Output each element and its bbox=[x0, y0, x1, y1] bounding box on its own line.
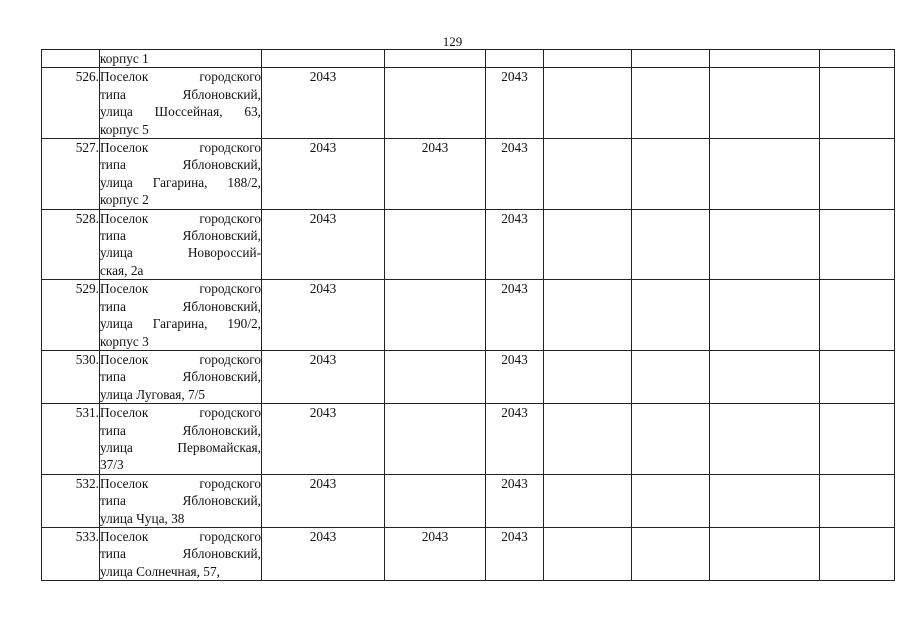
registry-table bbox=[41, 49, 895, 581]
table-row bbox=[42, 209, 895, 280]
empty-cell bbox=[544, 350, 632, 403]
year-cell-c1 bbox=[262, 68, 385, 139]
year-cell-c2 bbox=[385, 404, 486, 475]
address-line: корпус 3 bbox=[100, 333, 149, 349]
empty-cell bbox=[632, 474, 710, 527]
empty-cell bbox=[710, 209, 820, 280]
address-cell bbox=[100, 404, 262, 475]
empty-cell bbox=[820, 527, 895, 580]
table-row bbox=[42, 527, 895, 580]
year-cell-c2 bbox=[385, 209, 486, 280]
address-line: улица Солнечная, 57, bbox=[100, 563, 220, 579]
table-row bbox=[42, 280, 895, 351]
row-number: 531. bbox=[42, 404, 100, 475]
address-line: 37/3 bbox=[100, 457, 124, 473]
empty-cell bbox=[820, 139, 895, 210]
address-cell bbox=[100, 474, 262, 527]
address-line: типа Яблоновский, bbox=[100, 157, 261, 173]
year-cell-c1 bbox=[262, 50, 385, 68]
row-number bbox=[42, 50, 100, 68]
empty-cell bbox=[544, 474, 632, 527]
year-cell-c2 bbox=[385, 139, 486, 210]
empty-cell bbox=[544, 404, 632, 475]
table-body bbox=[42, 50, 895, 581]
empty-cell bbox=[632, 404, 710, 475]
year-cell-c3 bbox=[486, 350, 544, 403]
year-cell-c2 bbox=[385, 280, 486, 351]
year-value: 2043 bbox=[501, 528, 528, 544]
empty-cell bbox=[820, 209, 895, 280]
empty-cell bbox=[820, 350, 895, 403]
row-number: 528. bbox=[42, 209, 100, 280]
year-value: 2043 bbox=[501, 351, 528, 367]
address-line: Поселок городского bbox=[100, 351, 261, 367]
address-line: Поселок городского bbox=[100, 210, 261, 226]
year-cell-c3 bbox=[486, 527, 544, 580]
year-cell-c1 bbox=[262, 280, 385, 351]
empty-cell bbox=[632, 139, 710, 210]
year-value: 2043 bbox=[309, 281, 337, 297]
address-line: корпус 2 bbox=[100, 192, 149, 208]
empty-cell bbox=[710, 404, 820, 475]
year-cell-c2 bbox=[385, 50, 486, 68]
empty-cell bbox=[632, 50, 710, 68]
table-row bbox=[42, 404, 895, 475]
empty-cell bbox=[820, 50, 895, 68]
row-number: 533. bbox=[42, 527, 100, 580]
empty-cell bbox=[632, 209, 710, 280]
year-cell-c2 bbox=[385, 68, 486, 139]
year-cell-c1 bbox=[262, 404, 385, 475]
address-line: типа Яблоновский, bbox=[100, 298, 261, 314]
address-line: Поселок городского bbox=[100, 281, 261, 297]
table-row bbox=[42, 139, 895, 210]
page-number: 129 bbox=[442, 34, 463, 49]
address-line: типа Яблоновский, bbox=[100, 228, 261, 244]
address-line: улица Шоссейная, 63, bbox=[100, 104, 261, 120]
year-value: 2043 bbox=[309, 140, 337, 156]
year-cell-c1 bbox=[262, 139, 385, 210]
empty-cell bbox=[710, 474, 820, 527]
table-row bbox=[42, 50, 895, 68]
table-row bbox=[42, 350, 895, 403]
empty-cell bbox=[710, 50, 820, 68]
address-cell bbox=[100, 527, 262, 580]
empty-cell bbox=[710, 68, 820, 139]
address-cell bbox=[100, 50, 262, 68]
year-cell-c2 bbox=[385, 350, 486, 403]
year-cell-c3 bbox=[486, 474, 544, 527]
empty-cell bbox=[544, 280, 632, 351]
empty-cell bbox=[544, 209, 632, 280]
address-cell bbox=[100, 350, 262, 403]
address-line: корпус 5 bbox=[100, 121, 149, 137]
empty-cell bbox=[544, 68, 632, 139]
year-cell-c3 bbox=[486, 404, 544, 475]
year-cell-c3 bbox=[486, 280, 544, 351]
address-line: Поселок городского bbox=[100, 405, 261, 421]
address-line: Поселок городского bbox=[100, 140, 261, 156]
year-cell-c3 bbox=[486, 209, 544, 280]
year-value: 2043 bbox=[309, 475, 337, 491]
empty-cell bbox=[710, 527, 820, 580]
year-value: 2043 bbox=[501, 210, 528, 226]
row-number: 527. bbox=[42, 139, 100, 210]
empty-cell bbox=[820, 280, 895, 351]
address-line: улица Гагарина, 190/2, bbox=[100, 316, 261, 332]
year-cell-c1 bbox=[262, 527, 385, 580]
year-cell-c3 bbox=[486, 139, 544, 210]
year-value: 2043 bbox=[309, 528, 337, 544]
address-cell bbox=[100, 68, 262, 139]
empty-cell bbox=[710, 139, 820, 210]
empty-cell bbox=[544, 139, 632, 210]
year-value: 2043 bbox=[421, 140, 449, 156]
empty-cell bbox=[710, 280, 820, 351]
year-cell-c3 bbox=[486, 68, 544, 139]
address-line: улица Новороссий- bbox=[100, 245, 261, 261]
year-value: 2043 bbox=[501, 475, 528, 491]
table-row bbox=[42, 474, 895, 527]
year-value: 2043 bbox=[309, 351, 337, 367]
row-number: 529. bbox=[42, 280, 100, 351]
year-value: 2043 bbox=[309, 69, 337, 85]
empty-cell bbox=[710, 350, 820, 403]
year-cell-c3 bbox=[486, 50, 544, 68]
address-line: Поселок городского bbox=[100, 69, 261, 85]
address-line: корпус 1 bbox=[100, 51, 149, 66]
address-line: Поселок городского bbox=[100, 475, 261, 491]
address-line: ская, 2а bbox=[100, 262, 144, 278]
address-line: улица Луговая, 7/5 bbox=[100, 386, 206, 402]
empty-cell bbox=[632, 280, 710, 351]
row-number: 526. bbox=[42, 68, 100, 139]
empty-cell bbox=[632, 527, 710, 580]
year-value: 2043 bbox=[501, 69, 528, 85]
address-cell bbox=[100, 209, 262, 280]
year-cell-c2 bbox=[385, 527, 486, 580]
address-line: улица Гагарина, 188/2, bbox=[100, 174, 261, 190]
address-cell bbox=[100, 139, 262, 210]
row-number: 532. bbox=[42, 474, 100, 527]
row-number: 530. bbox=[42, 350, 100, 403]
year-cell-c1 bbox=[262, 209, 385, 280]
address-line: типа Яблоновский, bbox=[100, 546, 261, 562]
year-cell-c1 bbox=[262, 350, 385, 403]
empty-cell bbox=[544, 50, 632, 68]
year-cell-c2 bbox=[385, 474, 486, 527]
empty-cell bbox=[820, 68, 895, 139]
year-value: 2043 bbox=[501, 281, 528, 297]
year-value: 2043 bbox=[501, 140, 528, 156]
empty-cell bbox=[820, 474, 895, 527]
address-line: типа Яблоновский, bbox=[100, 422, 261, 438]
empty-cell bbox=[544, 527, 632, 580]
address-line: типа Яблоновский, bbox=[100, 86, 261, 102]
address-line: Поселок городского bbox=[100, 528, 261, 544]
year-value: 2043 bbox=[421, 528, 449, 544]
year-value: 2043 bbox=[309, 405, 337, 421]
year-cell-c1 bbox=[262, 474, 385, 527]
year-value: 2043 bbox=[309, 210, 337, 226]
address-cell bbox=[100, 280, 262, 351]
empty-cell bbox=[632, 350, 710, 403]
address-line: улица Чуца, 38 bbox=[100, 510, 185, 526]
empty-cell bbox=[632, 68, 710, 139]
address-line: типа Яблоновский, bbox=[100, 369, 261, 385]
year-value: 2043 bbox=[501, 405, 528, 421]
table-row bbox=[42, 68, 895, 139]
empty-cell bbox=[820, 404, 895, 475]
address-line: улица Первомайская, bbox=[100, 439, 261, 455]
address-line: типа Яблоновский, bbox=[100, 493, 261, 509]
